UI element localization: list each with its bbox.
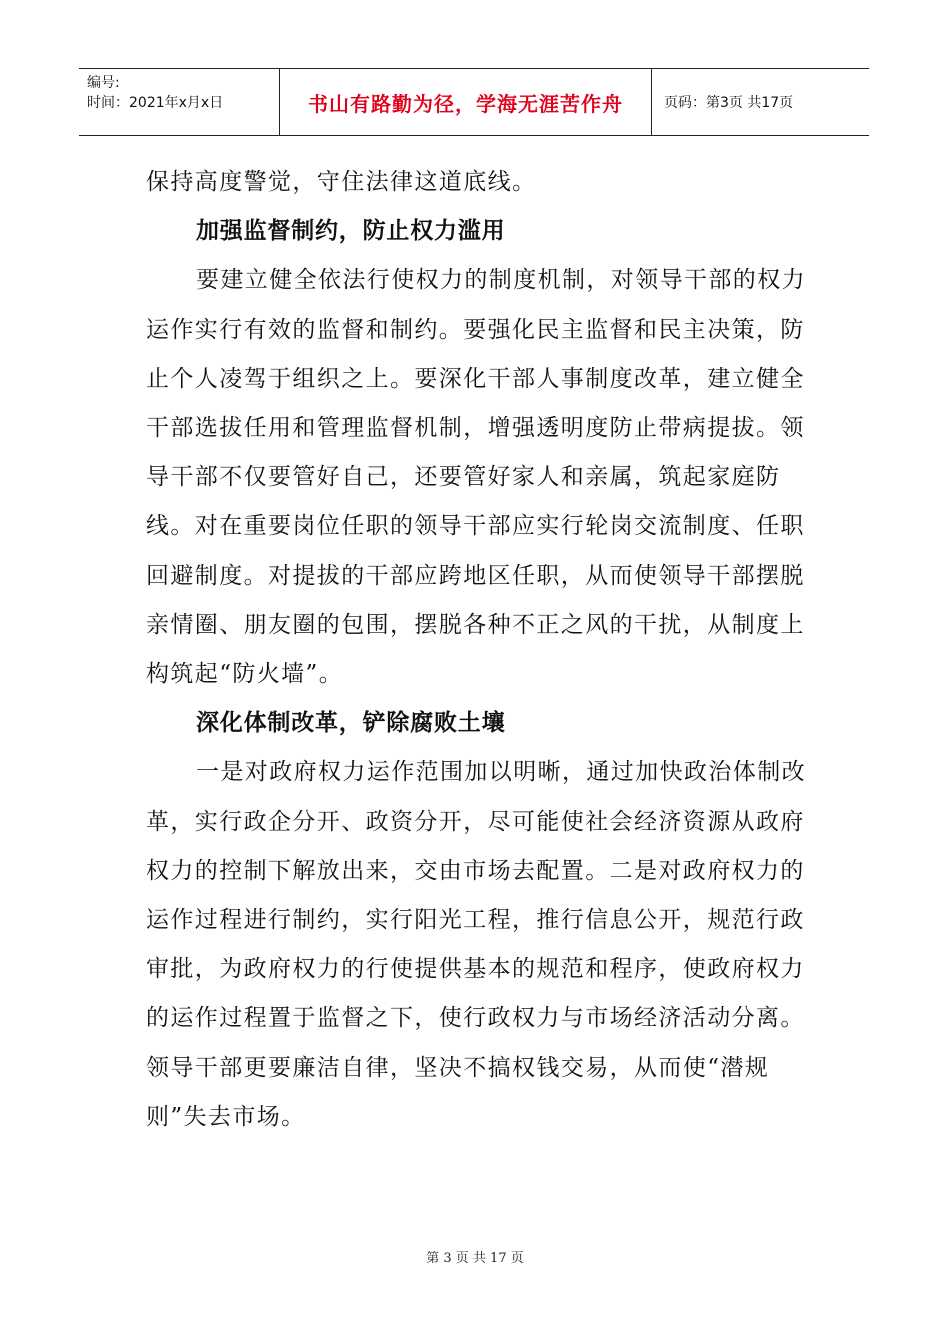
header-motto-cell [280,69,652,135]
page-footer: 第 3 页 共 17 页 [426,1251,524,1266]
document-number-label: 编号: [87,75,120,91]
header-page-cell [652,69,869,135]
paragraph-reform: 一是对政府权力运作范围加以明晰，通过加快政治体制改革，实行政企分开、政资分开，尽可能使社会经济资源从政府权力的控制下解放出来，交由市场去配置。二是对政府权力的运作过程进行制约，实行阳光工程，推行信息公开，规范行政审批，为政府权力的行使提供基本的规范和程序，使政府权力的运作过程置于监督之下，使行政权力与市场经济活动分离。领导干部更要廉洁自律，坚决不搞权钱交易，从而使“潜规则”失去市场。 [146,759,806,1130]
header-page-info: 页码：第3页 共17页 [664,95,794,111]
section-heading-supervision: 加强监督制约，防止权力滥用 [196,218,506,245]
document-body [146,158,811,1142]
header-motto: 书山有路勤为径，学海无涯苦作舟 [308,91,623,116]
document-date: 时间：2021年x月x日 [87,95,224,111]
header-meta [79,69,280,135]
paragraph-supervision: 要建立健全依法行使权力的制度机制，对领导干部的权力运作实行有效的监督和制约。要强化民主监督和民主决策，防止个人凌驾于组织之上。要深化干部人事制度改革，建立健全干部选拔任用和管理监督机制，增强透明度防止带病提拔。领导干部不仅要管好自己，还要管好家人和亲属，筑起家庭防线。对在重要岗位任职的领导干部应实行轮岗交流制度、任职回避制度。对提拔的干部应跨地区任职，从而使领导干部摆脱亲情圈、朋友圈的包围，摆脱各种不正之风的干扰，从制度上构筑起“防火墙”。 [146,267,806,688]
section-heading-reform: 深化体制改革，铲除腐败土壤 [196,710,506,737]
paragraph-continuation: 保持高度警觉，守住法律这道底线。 [146,169,537,195]
document-header [79,68,869,136]
